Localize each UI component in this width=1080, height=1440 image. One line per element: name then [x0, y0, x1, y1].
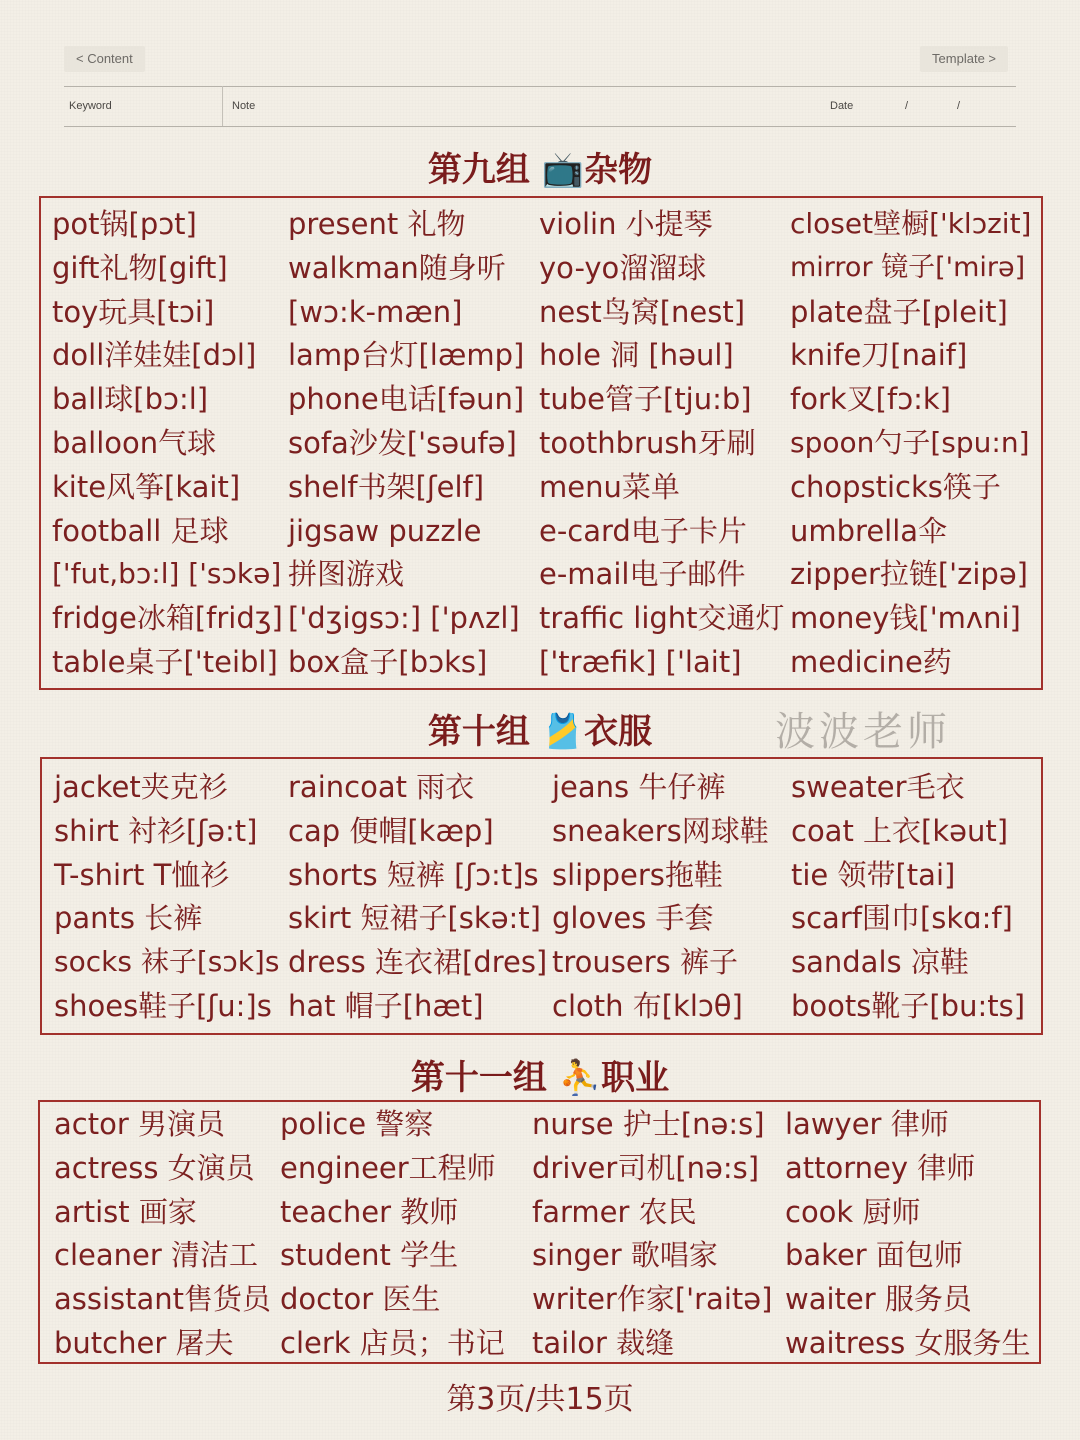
vocab-item: waitress 女服务生 [785, 1326, 1031, 1360]
vocab-item: football 足球 [52, 513, 229, 548]
vocab-item: jigsaw puzzle [288, 513, 482, 548]
vocab-item: doll洋娃娃[dɔl] [52, 338, 257, 373]
vocab-item: assistant售货员 [54, 1282, 272, 1317]
vocab-item: writer作家['raitə] [532, 1282, 773, 1317]
section-subtitle-text: 衣服 [584, 712, 653, 752]
vocab-item: tailor 裁缝 [532, 1326, 675, 1360]
vocab-item: walkman随身听 [288, 250, 506, 285]
vocab-item: shelf书架[ʃelf] [288, 469, 485, 504]
vocab-item: coat 上衣[kəut] [791, 813, 1009, 848]
vocab-item: butcher 屠夫 [54, 1326, 234, 1360]
vocab-item: pot锅[pɔt] [52, 207, 197, 241]
vocab-item: dress 连衣裙[dres] [288, 945, 548, 980]
vocab-item: chopsticks筷子 [790, 469, 1001, 504]
template-button[interactable]: Template > [920, 46, 1008, 72]
section-title-text: 第十一组 [410, 1058, 547, 1098]
section-subtitle-text: 职业 [601, 1058, 670, 1098]
vocab-item: gloves 手套 [552, 901, 714, 936]
vocab-item: shorts 短裤 [ʃɔ:t]s [288, 857, 539, 892]
vocab-item: money钱['mʌni] [790, 601, 1021, 636]
section-title-text: 第九组 [427, 150, 530, 190]
vocab-item: [wɔ:k-mæn] [288, 294, 463, 329]
vocab-item: medicine药 [790, 645, 952, 679]
vocab-item: sneakers网球鞋 [552, 813, 769, 848]
vocab-item: skirt 短裙子[skə:t] [288, 901, 541, 936]
vocab-item: balloon气球 [52, 426, 217, 460]
vocab-item: driver司机[nə:s] [532, 1150, 760, 1185]
vocab-item: actress 女演员 [54, 1150, 255, 1185]
section-title-11 [0, 1050, 1080, 1099]
vocab-item: cloth 布[klɔθ] [552, 989, 743, 1023]
vocab-item: nest鸟窝[nest] [539, 294, 746, 329]
vocab-item: attorney 律师 [785, 1150, 976, 1185]
vocab-item: farmer 农民 [532, 1194, 697, 1229]
vocab-item: teacher 教师 [280, 1194, 459, 1229]
vocab-item: clerk 店员；书记 [280, 1326, 505, 1360]
vocab-item: mirror 镜子['mirə] [790, 251, 1026, 283]
watermark: 波波老师 [775, 709, 951, 755]
vocab-item: 拼图游戏 [288, 557, 405, 592]
vocab-item: ['træfik] ['lait] [539, 645, 742, 679]
date-label: Date [830, 100, 854, 112]
section-subtitle-text: 杂物 [584, 150, 653, 190]
vocab-item: shoes鞋子[ʃu:]s [54, 989, 272, 1023]
vocab-item: box盒子[bɔks] [288, 645, 488, 679]
divider-top [64, 86, 1016, 87]
tv-icon: 📺 [541, 150, 585, 190]
vocab-item: tube管子[tju:b] [539, 382, 752, 417]
vocab-item: gift礼物[gift] [52, 250, 228, 285]
vocab-item: fridge冰箱[fridʒ] [52, 601, 283, 636]
vocab-item: sweater毛衣 [791, 770, 965, 804]
vocab-item: doctor 医生 [280, 1282, 441, 1317]
vocab-item: e-card电子卡片 [539, 513, 747, 548]
vocab-item: toy玩具[tɔi] [52, 294, 215, 329]
date-separator: / [957, 100, 961, 112]
vocab-item: sofa沙发['səufə] [288, 426, 517, 460]
vocab-item: e-mail电子邮件 [539, 557, 746, 592]
vocab-item: slippers拖鞋 [552, 857, 723, 892]
vocab-item: socks 袜子[sɔk]s [54, 945, 280, 979]
note-label: Note [232, 100, 256, 112]
date-separator: / [905, 100, 909, 112]
vocab-item: menu菜单 [539, 469, 680, 504]
vocab-item: pants 长裤 [54, 901, 203, 936]
vocab-item: toothbrush牙刷 [539, 426, 756, 460]
vocab-item: present 礼物 [288, 207, 466, 241]
vocab-item: ['dʒigsɔ:] ['pʌzl] [288, 601, 520, 636]
divider-vertical [222, 86, 223, 126]
vocab-item: student 学生 [280, 1238, 459, 1273]
vocab-item: hole 洞 [həul] [539, 338, 734, 373]
vocab-item: umbrella伞 [790, 513, 948, 548]
vocab-item: hat 帽子[hæt] [288, 989, 484, 1023]
vocab-item: shirt 衬衫[ʃə:t] [54, 813, 258, 848]
vocab-item: kite风筝[kait] [52, 469, 241, 504]
vocab-item: boots靴子[bu:ts] [791, 989, 1026, 1023]
vocab-item: cook 厨师 [785, 1194, 921, 1229]
vocab-item: tie 领带[tai] [791, 857, 956, 892]
section-title-9 [0, 142, 1080, 191]
vocab-item: yo-yo溜溜球 [539, 250, 707, 285]
vocab-item: baker 面包师 [785, 1238, 963, 1273]
vocab-item: table桌子['teibl] [52, 645, 278, 679]
shirt-icon: 🎽 [541, 712, 585, 752]
worker-icon: ⛹ [558, 1058, 602, 1098]
vocab-item: spoon勺子[spu:n] [790, 426, 1030, 459]
vocab-item: cleaner 清洁工 [54, 1238, 258, 1273]
divider-bottom [64, 126, 1016, 127]
vocab-item: police 警察 [280, 1107, 434, 1141]
vocab-item: zipper拉链['zipə] [790, 557, 1028, 592]
vocab-item: plate盘子[pleit] [790, 294, 1008, 329]
vocab-item: knife刀[naif] [790, 338, 968, 373]
vocab-item: engineer工程师 [280, 1150, 496, 1185]
vocab-item: closet壁橱['klɔzit] [790, 207, 1032, 240]
vocab-item: waiter 服务员 [785, 1282, 972, 1317]
vocab-item: scarf围巾[skɑ:f] [791, 901, 1013, 936]
vocab-item: nurse 护士[nə:s] [532, 1107, 765, 1141]
top-bar [64, 46, 1008, 74]
content-button[interactable]: < Content [64, 46, 145, 72]
vocab-item: raincoat 雨衣 [288, 770, 475, 804]
vocab-item: T-shirt T恤衫 [54, 857, 230, 892]
vocab-item: violin 小提琴 [539, 207, 713, 241]
vocab-item: sandals 凉鞋 [791, 945, 969, 980]
page-indicator: 第3页/共15页 [446, 1382, 634, 1417]
vocab-item: jacket夹克衫 [54, 770, 228, 804]
keyword-label: Keyword [69, 100, 112, 112]
vocab-item: fork叉[fɔ:k] [790, 382, 952, 417]
vocab-item: ball球[bɔ:l] [52, 382, 209, 417]
vocab-item: lawyer 律师 [785, 1107, 949, 1141]
vocab-item: phone电话[fəun] [288, 382, 525, 417]
vocab-item: artist 画家 [54, 1194, 197, 1229]
vocab-item: actor 男演员 [54, 1107, 225, 1141]
vocab-item: cap 便帽[kæp] [288, 813, 494, 848]
vocab-item: trousers 裤子 [552, 945, 738, 980]
vocab-item: lamp台灯[læmp] [288, 338, 525, 373]
vocab-item: singer 歌唱家 [532, 1238, 718, 1273]
section-title-text: 第十组 [427, 712, 530, 752]
vocab-item: traffic light交通灯 [539, 601, 785, 636]
vocab-item: jeans 牛仔裤 [552, 770, 726, 804]
vocab-item: ['fut,bɔ:l] ['sɔkə] [52, 557, 282, 591]
